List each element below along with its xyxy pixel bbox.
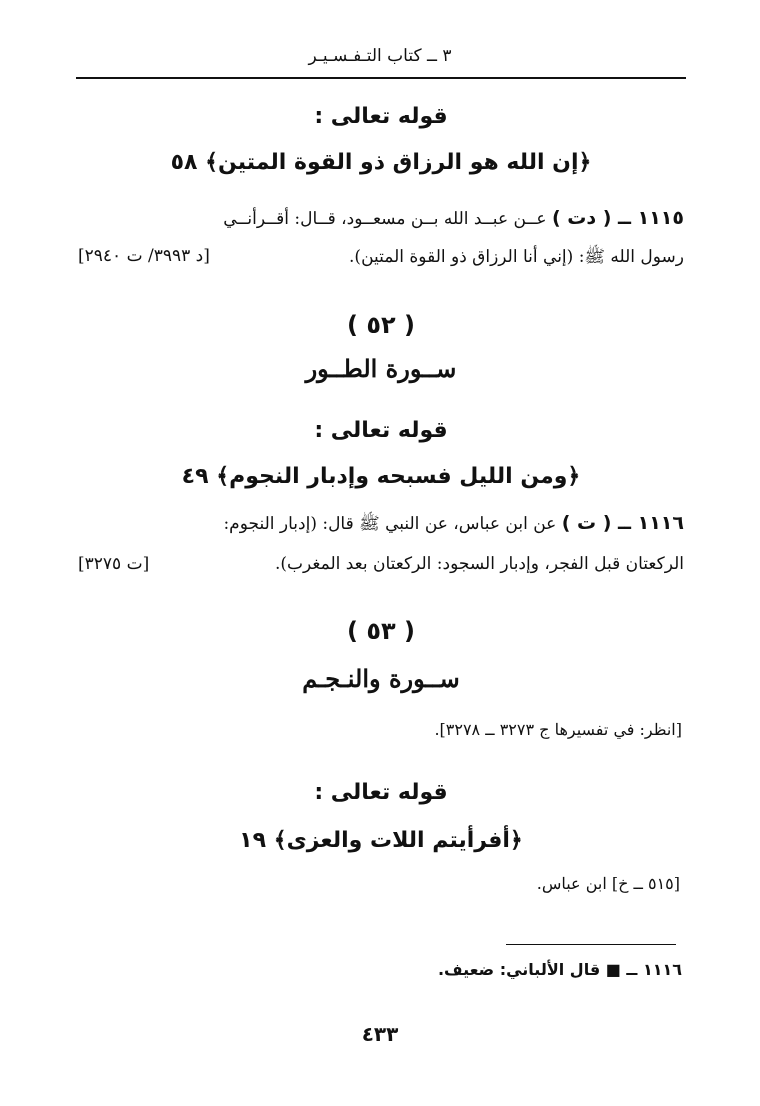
hadith-1115-reference: [د ٣٩٩٣/ ت ٢٩٤٠]: [78, 246, 210, 266]
hadith-1116-number: ١١١٦ ــ ( ت ): [561, 512, 684, 534]
hadith-1115-text-1: عــن عبــد الله بــن مسعــود، قــال: أقــرأنــي: [223, 209, 552, 229]
surah-53-number: ( ٥٣ ): [347, 617, 415, 645]
surah-53-name: ســورة والنـجـم: [302, 664, 460, 693]
surah-52-number: ( ٥٢ ): [347, 311, 415, 339]
quran-verse-49: ﴿ومن الليل فسبحه وإدبار النجوم﴾ ٤٩: [181, 464, 581, 489]
section-heading-2: قوله تعالى :: [314, 418, 448, 443]
quran-verse-58: ﴿إن الله هو الرزاق ذو القوة المتين﴾ ٥٨: [170, 150, 592, 175]
hadith-1116-line-1: [78, 512, 684, 538]
hadith-1115-line-1: [78, 207, 684, 229]
header-rule: [76, 77, 686, 79]
section-heading-1: قوله تعالى :: [314, 104, 448, 129]
hadith-1116-text-2: الركعتان قبل الفجر، وإدبار السجود: الركعتان بعد المغرب).: [275, 554, 684, 574]
hadith-1115-text-2: رسول الله ﷺ: (إني أنا الرزاق ذو القوة المتين).: [349, 247, 684, 267]
running-header: ٣ ــ كتاب التـفـسـيـر: [308, 46, 452, 66]
hadith-1116-text-1: عن ابن عباس، عن النبي ﷺ قال: (إدبار النجوم:: [223, 514, 562, 534]
hadith-1116-line-2: [78, 554, 684, 574]
page-number: ٤٣٣: [361, 1022, 399, 1046]
hadith-1115-number: ١١١٥ ــ ( دت ): [551, 207, 684, 229]
footnote: ١١١٦ ــ ■ قال الألباني: ضعيف.: [437, 960, 682, 979]
surah-52-name: ســورة الطــور: [305, 354, 457, 383]
section-heading-3: قوله تعالى :: [314, 780, 448, 805]
quran-verse-19: ﴿أفرأيتم اللات والعزى﴾ ١٩: [239, 828, 523, 853]
hadith-1116-reference: [ت ٣٢٧٥]: [78, 554, 150, 574]
tafsir-cross-reference: [انظر: في تفسيرها ج ٣٢٧٣ ــ ٣٢٧٨].: [434, 720, 682, 739]
hadith-515-reference: [٥١٥ ــ خ] ابن عباس.: [536, 874, 680, 893]
hadith-1115-line-2: [78, 246, 684, 271]
footnote-rule: [506, 944, 676, 945]
